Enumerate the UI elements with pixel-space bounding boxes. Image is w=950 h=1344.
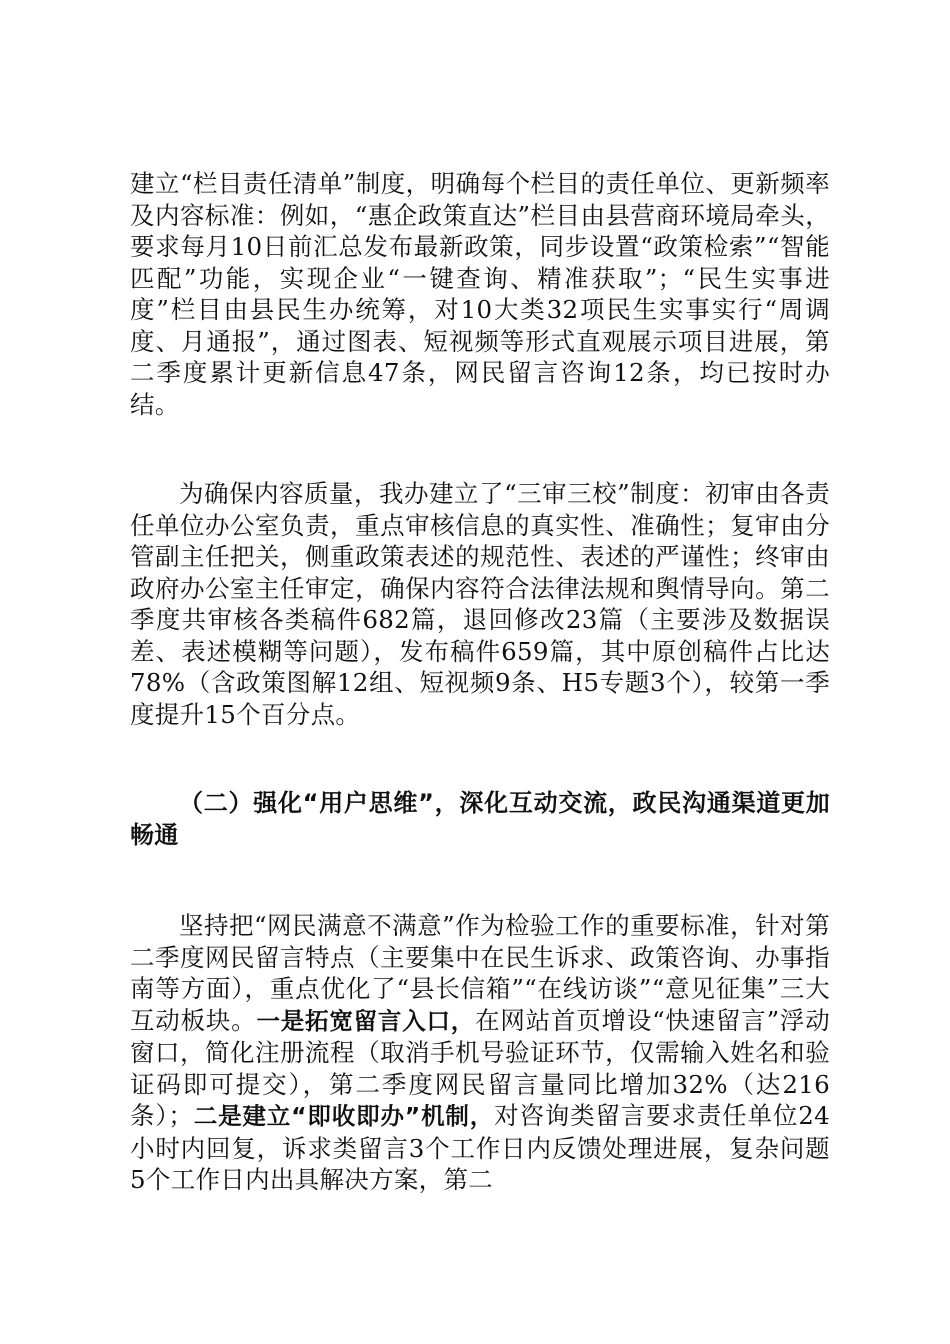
interaction-text-1: 坚持把“网民满意不满意”作为检验工作的重要标准，针对第二季度网民留言特点（主要集中在民生诉求、政策咨询、办事指南等方面），重点优化了“县长信箱”“在线访谈”“意见征集”三大互动板块。 <box>130 911 830 1035</box>
interaction-text-3: 对咨询类留言要求责任单位24小时内回复，诉求类留言3个工作日内反馈处理进展，复杂问题5个工作日内出具解决方案，第二 <box>130 1101 830 1194</box>
interaction-bold-1: 一是拓宽留言入口， <box>256 1006 476 1035</box>
section-heading-2: （二）强化“用户思维”，深化互动交流，政民沟通渠道更加畅通 <box>130 789 830 849</box>
paragraph-review-system: 为确保内容质量，我办建立了“三审三校”制度：初审由各责任单位办公室负责，重点审核信息的真实性、准确性；复审由分管副主任把关，侧重政策表述的规范性、表述的严谨性；终审由政府办公室主任审定，确保内容符合法律法规和舆情导向。第二季度共审核各类稿件682篇，退回修改23篇（主要涉及数据误差、表述模糊等问题），发布稿件659篇，其中原创稿件占比达78%（含政策图解12组、短视频9条、H5专题3个），较第一季度提升15个百分点。 <box>130 479 830 729</box>
interaction-bold-2: 二是建立“即收即办”机制， <box>193 1102 495 1130</box>
interaction-text-2: 在网站首页增设“快速留言”浮动窗口，简化注册流程（取消手机号验证环节，仅需输入姓名和验证码即可提交），第二季度网民留言量同比增加32%（达216条）； <box>130 1005 830 1130</box>
paragraph-column-responsibility: 建立“栏目责任清单”制度，明确每个栏目的责任单位、更新频率及内容标准：例如，“惠企政策直达”栏目由县营商环境局牵头，要求每月10日前汇总发布最新政策，同步设置“政策检索”“智能匹配”功能，实现企业“一键查询、精准获取”；“民生实事进度”栏目由县民生办统筹，对10大类32项民生实事实行“周调度、月通报”，通过图表、短视频等形式直观展示项目进展，第二季度累计更新信息47条，网民留言咨询12条，均已按时办结。 <box>130 169 830 419</box>
paragraph-interaction <box>130 910 830 1196</box>
